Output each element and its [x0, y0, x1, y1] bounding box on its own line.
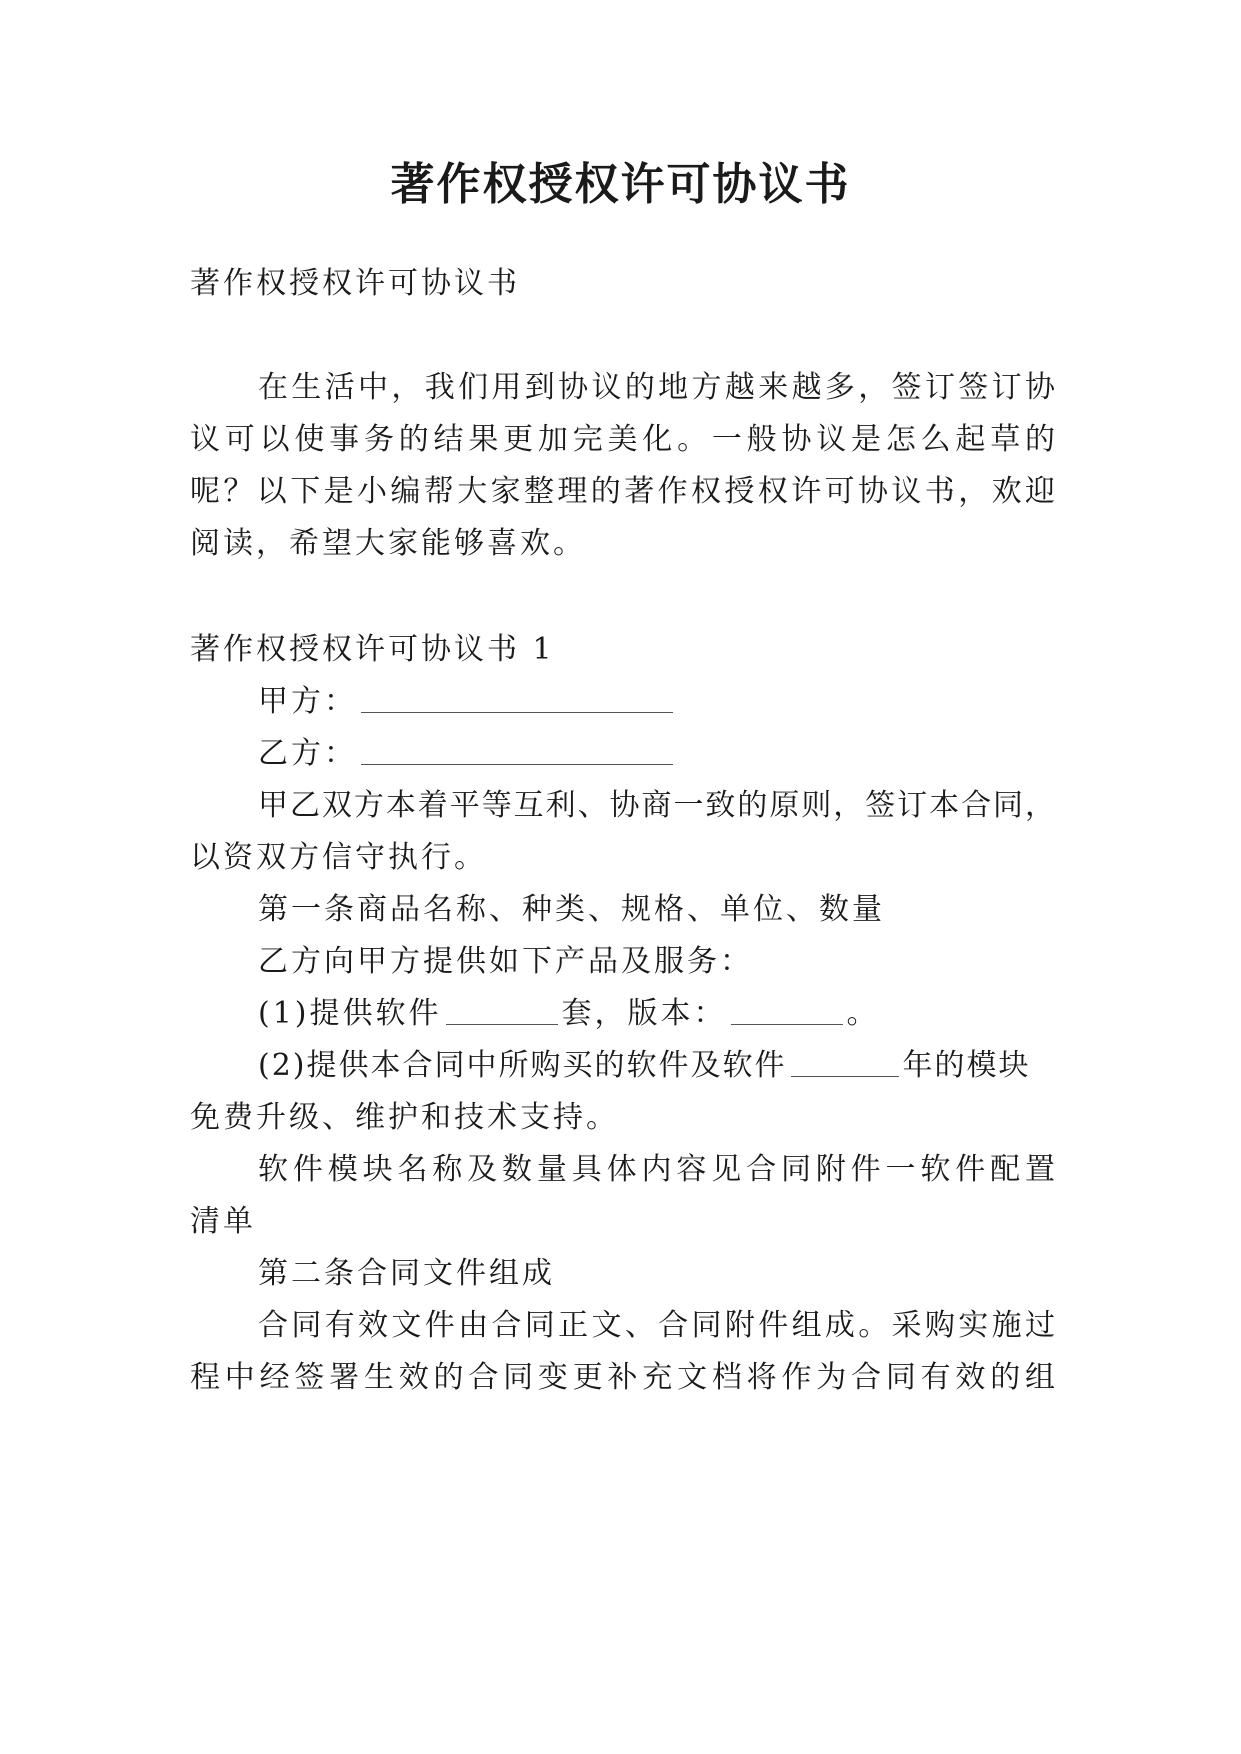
article2-line-2: 程中经签署生效的合同变更补充文档将作为合同有效的组: [190, 1360, 1055, 1395]
document-title: 著作权授权许可协议书: [390, 159, 851, 210]
item1-prefix: (1)提供软件: [258, 996, 442, 1031]
item2-years-blank: [791, 1050, 899, 1077]
item2-prefix: (2)提供本合同中所购买的软件及软件: [258, 1048, 787, 1083]
item2-line-2: 免费升级、维护和技术支持。: [190, 1100, 619, 1135]
intro-line-2: 议可以使事务的结果更加完美化。一般协议是怎么起草的: [190, 422, 1055, 457]
section-heading: 著作权授权许可协议书 1: [190, 632, 555, 667]
intro-line-3: 呢？以下是小编帮大家整理的著作权授权许可协议书，欢迎: [190, 474, 1055, 509]
principle-line-1: 甲乙双方本着平等互利、协商一致的原则，签订本合同，: [258, 788, 1055, 823]
party-b-blank: [361, 738, 673, 765]
item1-quantity-blank: [446, 998, 558, 1025]
article2-heading: 第二条合同文件组成: [258, 1256, 555, 1291]
party-a-blank: [361, 686, 673, 713]
principle-line-2: 以资双方信守执行。: [190, 840, 487, 875]
modules-line-1: 软件模块名称及数量具体内容见合同附件一软件配置: [258, 1152, 1055, 1187]
subtitle: 著作权授权许可协议书: [190, 266, 520, 301]
article2-line-1: 合同有效文件由合同正文、合同附件组成。采购实施过: [258, 1308, 1055, 1343]
item2-line: [258, 1044, 1031, 1088]
item1-suffix: 。: [846, 996, 880, 1031]
item1-version-blank: [731, 998, 843, 1025]
intro-line-1: 在生活中，我们用到协议的地方越来越多，签订签订协: [258, 370, 1055, 405]
modules-line-2: 清单: [190, 1204, 256, 1239]
party-a-label: 甲方：: [258, 684, 357, 719]
party-b-line: [258, 732, 677, 776]
item1-middle: 套，版本：: [561, 996, 727, 1031]
item1-line: [258, 992, 880, 1036]
article1-heading: 第一条商品名称、种类、规格、单位、数量: [258, 892, 885, 927]
intro-line-4: 阅读，希望大家能够喜欢。: [190, 526, 586, 561]
article1-intro: 乙方向甲方提供如下产品及服务：: [258, 944, 753, 979]
party-a-line: [258, 680, 677, 724]
item2-suffix: 年的模块: [902, 1048, 1031, 1083]
party-b-label: 乙方：: [258, 736, 357, 771]
